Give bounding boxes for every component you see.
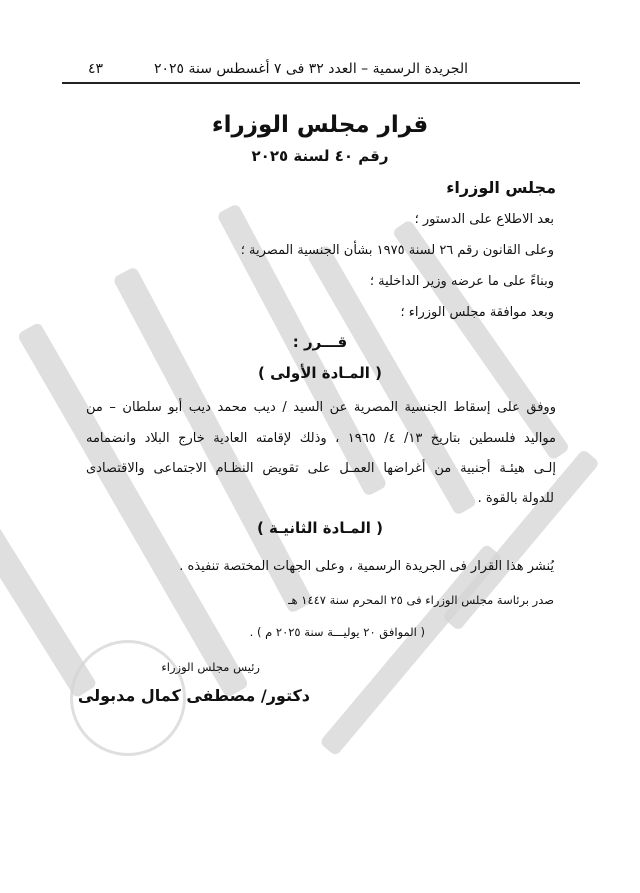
article2-text: يُنشر هذا القرار فى الجريدة الرسمية ، وعلى الجهات المختصة تنفيذه . (179, 559, 554, 574)
article1-line: ووفق على إسقاط الجنسية المصرية عن السيد / ديب محمد ديب أبو سلطان – من (86, 400, 556, 415)
article1-line: للدولة بالقوة . (477, 491, 554, 506)
header-divider (62, 82, 580, 84)
article1-line: مواليد فلسطين بتاريخ ١٣/ ٤/ ١٩٦٥ ، وذلك لإقامته العادية خارج البلاد وانضمامه (86, 431, 557, 446)
issued-date: صدر برئاسة مجلس الوزراء فى ٢٥ المحرم سنة ١٤٤٧ هـ (288, 593, 554, 607)
gazette-header: الجريدة الرسمية – العدد ٣٢ فى ٧ أغسطس سنة ٢٠٢٥ (153, 61, 468, 77)
decree-number: رقم ٤٠ لسنة ٢٠٢٥ (251, 147, 389, 165)
article1-heading: ( المـادة الأولى ) (258, 364, 382, 382)
signatory-name: دكتور/ مصطفى كمال مدبولى (77, 686, 310, 705)
signatory-title: رئيس مجلس الوزراء (161, 660, 260, 674)
decided-heading: قـــرر : (292, 333, 348, 351)
preamble-line: وبعد موافقة مجلس الوزراء ؛ (400, 305, 554, 320)
gregorian-date: ( الموافق ٢٠ يوليـــة سنة ٢٠٢٥ م ) . (249, 625, 425, 639)
preamble-line: وبناءً على ما عرضه وزير الداخلية ؛ (369, 274, 554, 289)
page-number: ٤٣ (88, 61, 104, 77)
article1-line: إلـى هيئـة أجنبية من أغراضها العمـل على تقويض النظـام الاجتماعى والاقتصادى (86, 461, 556, 476)
preamble-line: وعلى القانون رقم ٢٦ لسنة ١٩٧٥ بشأن الجنسية المصرية ؛ (240, 243, 554, 258)
decree-title: قرار مجلس الوزراء (211, 112, 429, 138)
issuer-heading: مجلس الوزراء (446, 178, 556, 197)
article2-heading: ( المـادة الثانيـة ) (256, 519, 384, 537)
preamble-line: بعد الاطلاع على الدستور ؛ (414, 212, 554, 227)
